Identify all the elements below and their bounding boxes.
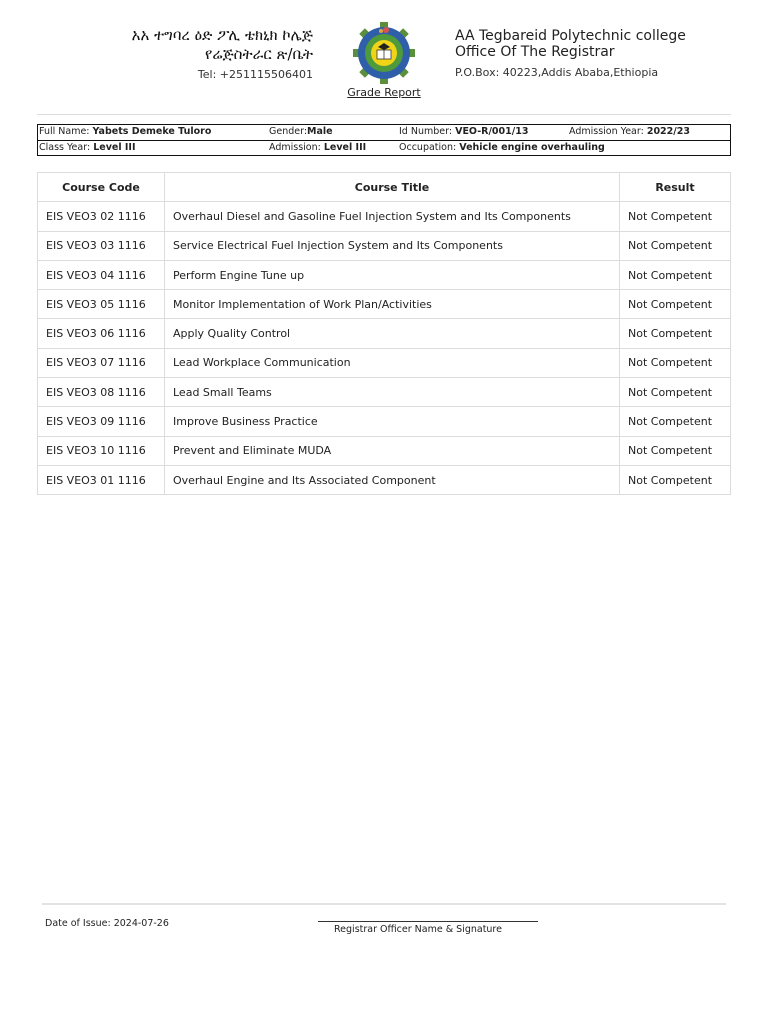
college-seal-graphic [349, 22, 419, 84]
college-name-amharic [132, 26, 313, 64]
id-number-value: VEO-R/001/13 [455, 126, 529, 137]
table-row [38, 260, 731, 289]
student-info-row-2 [38, 140, 730, 155]
occupation-label: Occupation: [399, 142, 457, 153]
result-cell: Not Competent [620, 407, 731, 436]
column-header-course-title: Course Title [165, 173, 620, 202]
report-header [0, 0, 768, 110]
full-name-value: Yabets Demeke Tuloro [92, 126, 212, 137]
admission-field [269, 142, 366, 153]
admission-year-label: Admission Year: [569, 126, 644, 137]
result-cell: Not Competent [620, 465, 731, 494]
full-name-field [39, 126, 211, 137]
course-title-cell: Overhaul Engine and Its Associated Component [165, 465, 620, 494]
table-row [38, 378, 731, 407]
result-cell: Not Competent [620, 202, 731, 231]
grades-table [37, 172, 731, 495]
course-title-cell: Perform Engine Tune up [165, 260, 620, 289]
id-number-field [399, 126, 528, 137]
course-code-cell: EIS VEO3 10 1116 [38, 436, 165, 465]
table-row [38, 436, 731, 465]
po-box-address: P.O.Box: 40223,Addis Ababa,Ethiopia [455, 66, 659, 79]
course-title-cell: Monitor Implementation of Work Plan/Activities [165, 290, 620, 319]
signature-line [318, 921, 538, 922]
table-row [38, 407, 731, 436]
header-divider [37, 114, 731, 115]
report-title: Grade Report [347, 86, 421, 99]
occupation-value: Vehicle engine overhauling [459, 142, 605, 153]
date-of-issue: Date of Issue: 2024-07-26 [45, 918, 169, 929]
class-year-value: Level III [93, 142, 136, 153]
course-code-cell: EIS VEO3 01 1116 [38, 465, 165, 494]
course-code-cell: EIS VEO3 02 1116 [38, 202, 165, 231]
course-title-cell: Improve Business Practice [165, 407, 620, 436]
telephone: Tel: +251115506401 [197, 68, 313, 81]
course-code-cell: EIS VEO3 04 1116 [38, 260, 165, 289]
result-cell: Not Competent [620, 260, 731, 289]
table-row [38, 319, 731, 348]
result-cell: Not Competent [620, 290, 731, 319]
college-name-english [455, 28, 686, 60]
course-code-cell: EIS VEO3 03 1116 [38, 231, 165, 260]
result-cell: Not Competent [620, 231, 731, 260]
course-code-cell: EIS VEO3 07 1116 [38, 348, 165, 377]
course-title-cell: Prevent and Eliminate MUDA [165, 436, 620, 465]
class-year-field [39, 142, 136, 153]
college-seal-icon [349, 22, 419, 84]
college-name-amharic-line1: አአ ተግባረ ዕድ ፖሊ ቴክኒክ ኮሌጅ [131, 26, 313, 44]
course-code-cell: EIS VEO3 05 1116 [38, 290, 165, 319]
admission-year-field [569, 126, 690, 137]
course-title-cell: Lead Small Teams [165, 378, 620, 407]
course-code-cell: EIS VEO3 09 1116 [38, 407, 165, 436]
gender-value: Male [307, 126, 333, 137]
table-row [38, 465, 731, 494]
course-title-cell: Service Electrical Fuel Injection System and Its Components [165, 231, 620, 260]
gender-label: Gender: [269, 126, 308, 137]
full-name-label: Full Name: [39, 126, 90, 137]
table-row [38, 202, 731, 231]
footer-divider [42, 903, 726, 905]
course-code-cell: EIS VEO3 08 1116 [38, 378, 165, 407]
result-cell: Not Competent [620, 348, 731, 377]
gender-field [269, 126, 333, 137]
table-row [38, 348, 731, 377]
course-title-cell: Overhaul Diesel and Gasoline Fuel Injection System and Its Components [165, 202, 620, 231]
table-header-row [38, 173, 731, 202]
college-name-english-line1: AA Tegbareid Polytechnic college [455, 28, 686, 44]
result-cell: Not Competent [620, 436, 731, 465]
signature-label: Registrar Officer Name & Signature [334, 924, 502, 935]
result-cell: Not Competent [620, 319, 731, 348]
office-name-english: Office Of The Registrar [455, 44, 615, 60]
occupation-field [399, 142, 605, 153]
course-code-cell: EIS VEO3 06 1116 [38, 319, 165, 348]
column-header-course-code: Course Code [38, 173, 165, 202]
id-number-label: Id Number: [399, 126, 453, 137]
table-row [38, 290, 731, 319]
admission-year-value: 2022/23 [646, 126, 690, 137]
student-info-row-1 [38, 125, 730, 140]
course-title-cell: Lead Workplace Communication [165, 348, 620, 377]
admission-label: Admission: [269, 142, 321, 153]
class-year-label: Class Year: [39, 142, 91, 153]
column-header-result: Result [620, 173, 731, 202]
table-row [38, 231, 731, 260]
student-info-box [37, 124, 731, 156]
result-cell: Not Competent [620, 378, 731, 407]
college-name-amharic-line2: የሬጅስትራር ጽ/ቤት [205, 45, 313, 63]
admission-value: Level III [323, 142, 367, 153]
course-title-cell: Apply Quality Control [165, 319, 620, 348]
